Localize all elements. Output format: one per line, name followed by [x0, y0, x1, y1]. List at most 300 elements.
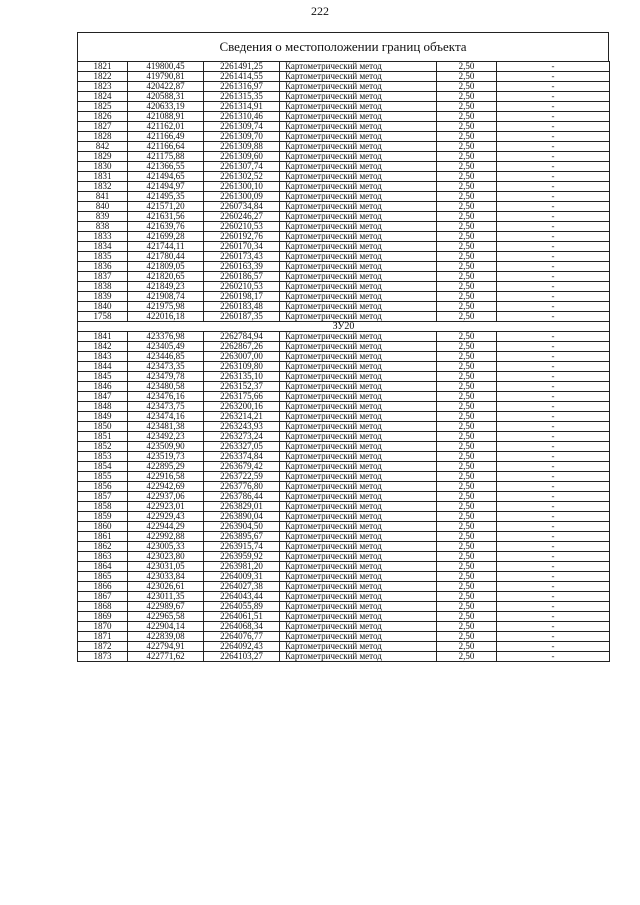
y-coordinate-cell: 2263829,01	[204, 502, 280, 512]
table-row	[78, 572, 610, 582]
description-cell: -	[497, 432, 610, 442]
point-number-cell: 1855	[78, 472, 128, 482]
table-row	[78, 612, 610, 622]
x-coordinate-cell: 421495,35	[128, 192, 204, 202]
point-number-cell: 1838	[78, 282, 128, 292]
point-number-cell: 838	[78, 222, 128, 232]
point-number-cell: 1842	[78, 342, 128, 352]
table-row	[78, 532, 610, 542]
table-row	[78, 482, 610, 492]
x-coordinate-cell: 422944,29	[128, 522, 204, 532]
y-coordinate-cell: 2263722,59	[204, 472, 280, 482]
x-coordinate-cell: 423405,49	[128, 342, 204, 352]
table-row	[78, 562, 610, 572]
point-number-cell: 1832	[78, 182, 128, 192]
x-coordinate-cell: 421908,74	[128, 292, 204, 302]
accuracy-cell: 2,50	[437, 102, 497, 112]
x-coordinate-cell: 421809,05	[128, 262, 204, 272]
x-coordinate-cell: 423005,33	[128, 542, 204, 552]
accuracy-cell: 2,50	[437, 62, 497, 72]
table-row	[78, 112, 610, 122]
table-row	[78, 142, 610, 152]
accuracy-cell: 2,50	[437, 272, 497, 282]
x-coordinate-cell: 422929,43	[128, 512, 204, 522]
table-row	[78, 72, 610, 82]
x-coordinate-cell: 423023,80	[128, 552, 204, 562]
method-cell: Картометрический метод	[280, 482, 437, 492]
x-coordinate-cell: 421639,76	[128, 222, 204, 232]
accuracy-cell: 2,50	[437, 152, 497, 162]
accuracy-cell: 2,50	[437, 402, 497, 412]
table-row	[78, 642, 610, 652]
method-cell: Картометрический метод	[280, 82, 437, 92]
table-row	[78, 602, 610, 612]
description-cell: -	[497, 192, 610, 202]
y-coordinate-cell: 2261309,88	[204, 142, 280, 152]
point-number-cell: 1872	[78, 642, 128, 652]
x-coordinate-cell: 421820,65	[128, 272, 204, 282]
point-number-cell: 1861	[78, 532, 128, 542]
y-coordinate-cell: 2263243,93	[204, 422, 280, 432]
accuracy-cell: 2,50	[437, 582, 497, 592]
y-coordinate-cell: 2262784,94	[204, 332, 280, 342]
y-coordinate-cell: 2264055,89	[204, 602, 280, 612]
point-number-cell: 1843	[78, 352, 128, 362]
method-cell: Картометрический метод	[280, 492, 437, 502]
accuracy-cell: 2,50	[437, 512, 497, 522]
description-cell: -	[497, 462, 610, 472]
method-cell: Картометрический метод	[280, 72, 437, 82]
description-cell: -	[497, 522, 610, 532]
description-cell: -	[497, 512, 610, 522]
description-cell: -	[497, 182, 610, 192]
point-number-cell: 1857	[78, 492, 128, 502]
description-cell: -	[497, 392, 610, 402]
x-coordinate-cell: 421571,20	[128, 202, 204, 212]
table-row	[78, 622, 610, 632]
method-cell: Картометрический метод	[280, 512, 437, 522]
method-cell: Картометрический метод	[280, 392, 437, 402]
y-coordinate-cell: 2263679,42	[204, 462, 280, 472]
y-coordinate-cell: 2264009,31	[204, 572, 280, 582]
accuracy-cell: 2,50	[437, 602, 497, 612]
method-cell: Картометрический метод	[280, 612, 437, 622]
accuracy-cell: 2,50	[437, 222, 497, 232]
x-coordinate-cell: 422992,88	[128, 532, 204, 542]
method-cell: Картометрический метод	[280, 542, 437, 552]
x-coordinate-cell: 421162,01	[128, 122, 204, 132]
point-number-cell: 1847	[78, 392, 128, 402]
description-cell: -	[497, 232, 610, 242]
x-coordinate-cell: 422839,08	[128, 632, 204, 642]
y-coordinate-cell: 2263904,50	[204, 522, 280, 532]
x-coordinate-cell: 422942,69	[128, 482, 204, 492]
method-cell: Картометрический метод	[280, 442, 437, 452]
description-cell: -	[497, 332, 610, 342]
method-cell: Картометрический метод	[280, 402, 437, 412]
accuracy-cell: 2,50	[437, 242, 497, 252]
y-coordinate-cell: 2260210,53	[204, 222, 280, 232]
point-number-cell: 1873	[78, 652, 128, 662]
description-cell: -	[497, 272, 610, 282]
point-number-cell: 1849	[78, 412, 128, 422]
y-coordinate-cell: 2261316,97	[204, 82, 280, 92]
method-cell: Картометрический метод	[280, 312, 437, 322]
accuracy-cell: 2,50	[437, 572, 497, 582]
description-cell: -	[497, 382, 610, 392]
method-cell: Картометрический метод	[280, 92, 437, 102]
method-cell: Картометрический метод	[280, 282, 437, 292]
point-number-cell: 1862	[78, 542, 128, 552]
method-cell: Картометрический метод	[280, 592, 437, 602]
description-cell: -	[497, 152, 610, 162]
description-cell: -	[497, 582, 610, 592]
description-cell: -	[497, 482, 610, 492]
description-cell: -	[497, 72, 610, 82]
section-header-row	[78, 322, 610, 332]
point-number-cell: 1871	[78, 632, 128, 642]
y-coordinate-cell: 2264043,44	[204, 592, 280, 602]
method-cell: Картометрический метод	[280, 202, 437, 212]
point-number-cell: 841	[78, 192, 128, 202]
accuracy-cell: 2,50	[437, 372, 497, 382]
table-row	[78, 452, 610, 462]
table-row	[78, 432, 610, 442]
accuracy-cell: 2,50	[437, 622, 497, 632]
description-cell: -	[497, 222, 610, 232]
accuracy-cell: 2,50	[437, 632, 497, 642]
table-row	[78, 392, 610, 402]
table-row	[78, 232, 610, 242]
y-coordinate-cell: 2263374,84	[204, 452, 280, 462]
table-row	[78, 132, 610, 142]
x-coordinate-cell: 423473,75	[128, 402, 204, 412]
method-cell: Картометрический метод	[280, 572, 437, 582]
accuracy-cell: 2,50	[437, 552, 497, 562]
description-cell: -	[497, 642, 610, 652]
y-coordinate-cell: 2264027,38	[204, 582, 280, 592]
accuracy-cell: 2,50	[437, 122, 497, 132]
point-number-cell: 1858	[78, 502, 128, 512]
method-cell: Картометрический метод	[280, 652, 437, 662]
accuracy-cell: 2,50	[437, 132, 497, 142]
description-cell: -	[497, 282, 610, 292]
table-row	[78, 92, 610, 102]
x-coordinate-cell: 421494,97	[128, 182, 204, 192]
table-row	[78, 362, 610, 372]
method-cell: Картометрический метод	[280, 302, 437, 312]
method-cell: Картометрический метод	[280, 272, 437, 282]
page-number: 222	[311, 4, 329, 18]
x-coordinate-cell: 422965,58	[128, 612, 204, 622]
method-cell: Картометрический метод	[280, 622, 437, 632]
x-coordinate-cell: 422937,06	[128, 492, 204, 502]
point-number-cell: 1831	[78, 172, 128, 182]
x-coordinate-cell: 423492,23	[128, 432, 204, 442]
table-row	[78, 272, 610, 282]
y-coordinate-cell: 2263007,00	[204, 352, 280, 362]
y-coordinate-cell: 2264061,51	[204, 612, 280, 622]
point-number-cell: 1848	[78, 402, 128, 412]
accuracy-cell: 2,50	[437, 642, 497, 652]
accuracy-cell: 2,50	[437, 652, 497, 662]
description-cell: -	[497, 102, 610, 112]
description-cell: -	[497, 572, 610, 582]
y-coordinate-cell: 2260170,34	[204, 242, 280, 252]
description-cell: -	[497, 212, 610, 222]
accuracy-cell: 2,50	[437, 312, 497, 322]
method-cell: Картометрический метод	[280, 582, 437, 592]
table-row	[78, 252, 610, 262]
description-cell: -	[497, 142, 610, 152]
method-cell: Картометрический метод	[280, 522, 437, 532]
point-number-cell: 1859	[78, 512, 128, 522]
table-row	[78, 472, 610, 482]
point-number-cell: 1826	[78, 112, 128, 122]
x-coordinate-cell: 423476,16	[128, 392, 204, 402]
table-row	[78, 192, 610, 202]
point-number-cell: 1837	[78, 272, 128, 282]
y-coordinate-cell: 2260192,76	[204, 232, 280, 242]
table-row	[78, 412, 610, 422]
method-cell: Картометрический метод	[280, 362, 437, 372]
point-number-cell: 1864	[78, 562, 128, 572]
x-coordinate-cell: 421175,88	[128, 152, 204, 162]
accuracy-cell: 2,50	[437, 532, 497, 542]
table-row	[78, 292, 610, 302]
x-coordinate-cell: 421366,55	[128, 162, 204, 172]
table-row	[78, 172, 610, 182]
method-cell: Картометрический метод	[280, 112, 437, 122]
method-cell: Картометрический метод	[280, 412, 437, 422]
x-coordinate-cell: 423509,90	[128, 442, 204, 452]
description-cell: -	[497, 342, 610, 352]
accuracy-cell: 2,50	[437, 92, 497, 102]
y-coordinate-cell: 2260186,57	[204, 272, 280, 282]
y-coordinate-cell: 2263959,92	[204, 552, 280, 562]
description-cell: -	[497, 112, 610, 122]
y-coordinate-cell: 2260210,53	[204, 282, 280, 292]
accuracy-cell: 2,50	[437, 482, 497, 492]
point-number-cell: 1869	[78, 612, 128, 622]
accuracy-cell: 2,50	[437, 332, 497, 342]
table-row	[78, 332, 610, 342]
method-cell: Картометрический метод	[280, 602, 437, 612]
method-cell: Картометрический метод	[280, 632, 437, 642]
y-coordinate-cell: 2263175,66	[204, 392, 280, 402]
y-coordinate-cell: 2260187,35	[204, 312, 280, 322]
description-cell: -	[497, 372, 610, 382]
accuracy-cell: 2,50	[437, 82, 497, 92]
table-row	[78, 632, 610, 642]
description-cell: -	[497, 632, 610, 642]
x-coordinate-cell: 421744,11	[128, 242, 204, 252]
y-coordinate-cell: 2261302,52	[204, 172, 280, 182]
accuracy-cell: 2,50	[437, 302, 497, 312]
point-number-cell: 1853	[78, 452, 128, 462]
table-row	[78, 382, 610, 392]
x-coordinate-cell: 421631,56	[128, 212, 204, 222]
table-row	[78, 262, 610, 272]
x-coordinate-cell: 421088,91	[128, 112, 204, 122]
point-number-cell: 1823	[78, 82, 128, 92]
table-row	[78, 502, 610, 512]
accuracy-cell: 2,50	[437, 162, 497, 172]
x-coordinate-cell: 421975,98	[128, 302, 204, 312]
description-cell: -	[497, 402, 610, 412]
accuracy-cell: 2,50	[437, 202, 497, 212]
x-coordinate-cell: 422895,29	[128, 462, 204, 472]
accuracy-cell: 2,50	[437, 562, 497, 572]
method-cell: Картометрический метод	[280, 382, 437, 392]
x-coordinate-cell: 419790,81	[128, 72, 204, 82]
method-cell: Картометрический метод	[280, 642, 437, 652]
point-number-cell: 1830	[78, 162, 128, 172]
table-row	[78, 402, 610, 412]
accuracy-cell: 2,50	[437, 352, 497, 362]
accuracy-cell: 2,50	[437, 342, 497, 352]
accuracy-cell: 2,50	[437, 542, 497, 552]
description-cell: -	[497, 352, 610, 362]
description-cell: -	[497, 442, 610, 452]
x-coordinate-cell: 422989,67	[128, 602, 204, 612]
x-coordinate-cell: 423376,98	[128, 332, 204, 342]
point-number-cell: 1839	[78, 292, 128, 302]
x-coordinate-cell: 423011,35	[128, 592, 204, 602]
section-label: ЗУ20	[78, 322, 610, 332]
method-cell: Картометрический метод	[280, 142, 437, 152]
description-cell: -	[497, 622, 610, 632]
y-coordinate-cell: 2262867,26	[204, 342, 280, 352]
y-coordinate-cell: 2263135,10	[204, 372, 280, 382]
table-row	[78, 582, 610, 592]
method-cell: Картометрический метод	[280, 192, 437, 202]
accuracy-cell: 2,50	[437, 472, 497, 482]
table-row	[78, 242, 610, 252]
table-row	[78, 592, 610, 602]
x-coordinate-cell: 421494,65	[128, 172, 204, 182]
y-coordinate-cell: 2261300,09	[204, 192, 280, 202]
x-coordinate-cell: 420588,31	[128, 92, 204, 102]
method-cell: Картометрический метод	[280, 422, 437, 432]
point-number-cell: 1828	[78, 132, 128, 142]
y-coordinate-cell: 2261307,74	[204, 162, 280, 172]
x-coordinate-cell: 423474,16	[128, 412, 204, 422]
point-number-cell: 1851	[78, 432, 128, 442]
y-coordinate-cell: 2264068,34	[204, 622, 280, 632]
accuracy-cell: 2,50	[437, 182, 497, 192]
accuracy-cell: 2,50	[437, 282, 497, 292]
point-number-cell: 1829	[78, 152, 128, 162]
point-number-cell: 1840	[78, 302, 128, 312]
point-number-cell: 1835	[78, 252, 128, 262]
y-coordinate-cell: 2260183,48	[204, 302, 280, 312]
point-number-cell: 1870	[78, 622, 128, 632]
description-cell: -	[497, 132, 610, 142]
table-row	[78, 102, 610, 112]
description-cell: -	[497, 592, 610, 602]
y-coordinate-cell: 2263273,24	[204, 432, 280, 442]
description-cell: -	[497, 362, 610, 372]
accuracy-cell: 2,50	[437, 422, 497, 432]
method-cell: Картометрический метод	[280, 212, 437, 222]
y-coordinate-cell: 2264076,77	[204, 632, 280, 642]
table-row	[78, 62, 610, 72]
point-number-cell: 1836	[78, 262, 128, 272]
x-coordinate-cell: 423481,38	[128, 422, 204, 432]
description-cell: -	[497, 312, 610, 322]
description-cell: -	[497, 602, 610, 612]
y-coordinate-cell: 2264103,27	[204, 652, 280, 662]
method-cell: Картометрический метод	[280, 552, 437, 562]
method-cell: Картометрический метод	[280, 452, 437, 462]
table-row	[78, 182, 610, 192]
description-cell: -	[497, 162, 610, 172]
table-row	[78, 342, 610, 352]
method-cell: Картометрический метод	[280, 432, 437, 442]
x-coordinate-cell: 421780,44	[128, 252, 204, 262]
table-row	[78, 282, 610, 292]
y-coordinate-cell: 2261300,10	[204, 182, 280, 192]
description-cell: -	[497, 202, 610, 212]
accuracy-cell: 2,50	[437, 112, 497, 122]
point-number-cell: 1846	[78, 382, 128, 392]
method-cell: Картометрический метод	[280, 532, 437, 542]
table-row	[78, 162, 610, 172]
accuracy-cell: 2,50	[437, 262, 497, 272]
method-cell: Картометрический метод	[280, 342, 437, 352]
x-coordinate-cell: 423033,84	[128, 572, 204, 582]
y-coordinate-cell: 2263981,20	[204, 562, 280, 572]
x-coordinate-cell: 421166,64	[128, 142, 204, 152]
description-cell: -	[497, 652, 610, 662]
table-row	[78, 552, 610, 562]
table-row	[78, 302, 610, 312]
y-coordinate-cell: 2261309,70	[204, 132, 280, 142]
description-cell: -	[497, 552, 610, 562]
accuracy-cell: 2,50	[437, 452, 497, 462]
table-row	[78, 462, 610, 472]
description-cell: -	[497, 242, 610, 252]
y-coordinate-cell: 2263327,05	[204, 442, 280, 452]
method-cell: Картометрический метод	[280, 352, 437, 362]
description-cell: -	[497, 122, 610, 132]
x-coordinate-cell: 422916,58	[128, 472, 204, 482]
x-coordinate-cell: 420633,19	[128, 102, 204, 112]
accuracy-cell: 2,50	[437, 442, 497, 452]
point-number-cell: 1833	[78, 232, 128, 242]
accuracy-cell: 2,50	[437, 412, 497, 422]
method-cell: Картометрический метод	[280, 262, 437, 272]
y-coordinate-cell: 2261310,46	[204, 112, 280, 122]
accuracy-cell: 2,50	[437, 212, 497, 222]
point-number-cell: 1852	[78, 442, 128, 452]
accuracy-cell: 2,50	[437, 252, 497, 262]
x-coordinate-cell: 422771,62	[128, 652, 204, 662]
method-cell: Картометрический метод	[280, 332, 437, 342]
point-number-cell: 1825	[78, 102, 128, 112]
table-row	[78, 652, 610, 662]
accuracy-cell: 2,50	[437, 522, 497, 532]
point-number-cell: 840	[78, 202, 128, 212]
y-coordinate-cell: 2263786,44	[204, 492, 280, 502]
point-number-cell: 1863	[78, 552, 128, 562]
y-coordinate-cell: 2264092,43	[204, 642, 280, 652]
table-row	[78, 512, 610, 522]
x-coordinate-cell: 423446,85	[128, 352, 204, 362]
y-coordinate-cell: 2260246,27	[204, 212, 280, 222]
description-cell: -	[497, 412, 610, 422]
